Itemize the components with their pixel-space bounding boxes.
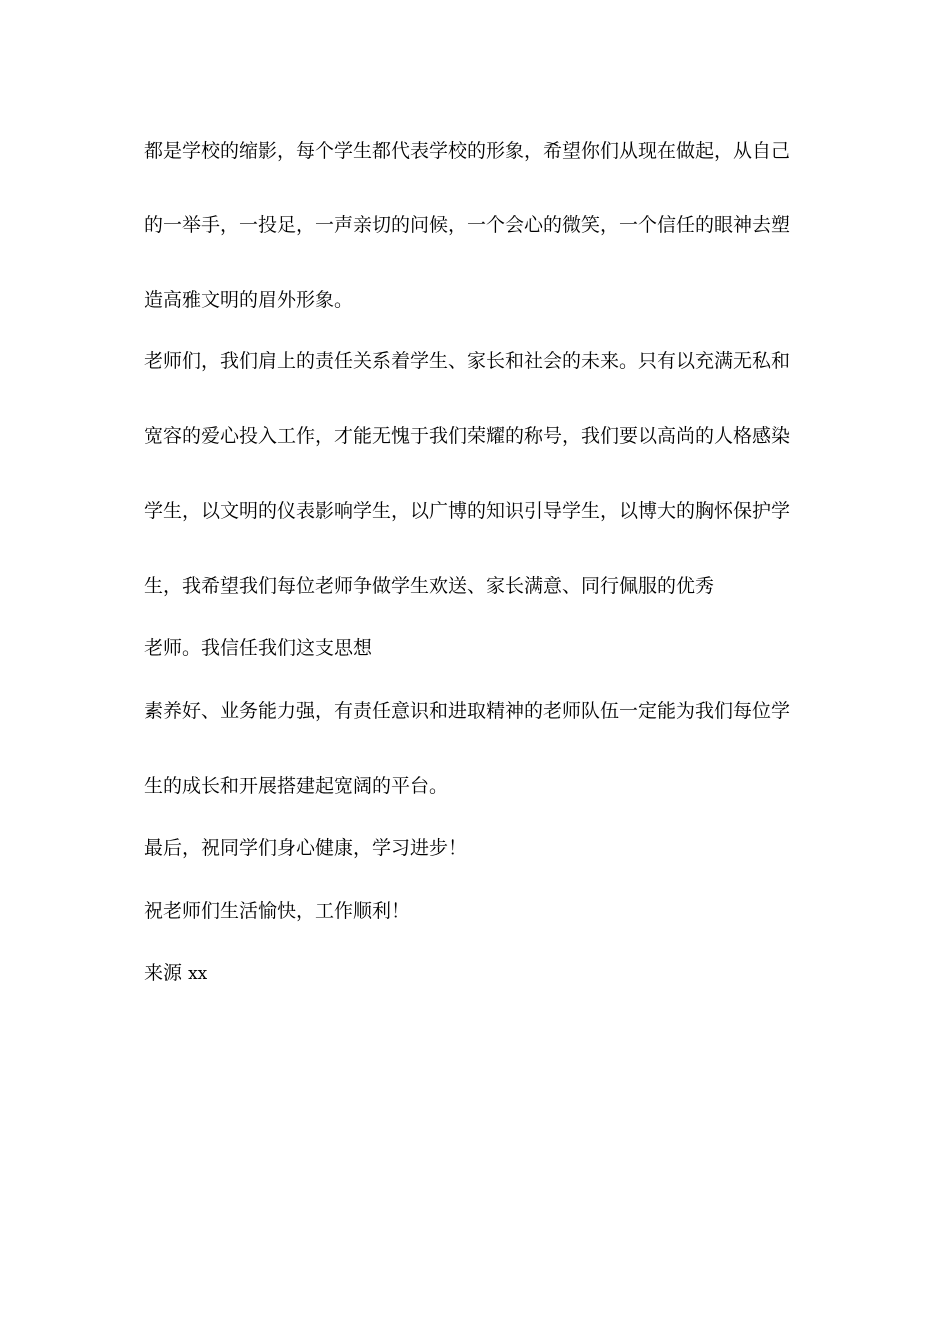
text-line-2: 的一举手，一投足，一声亲切的问候，一个会心的微笑，一个信任的眼神去塑 [144, 214, 791, 236]
source-line [144, 961, 804, 986]
text-line-9: 素养好、业务能力强，有责任意识和进取精神的老师队伍一定能为我们每位学 [144, 700, 791, 722]
text-line-6: 学生，以文明的仪表影响学生，以广博的知识引导学生，以博大的胸怀保护学 [144, 500, 791, 522]
closing-line-2: 祝老师们生活愉快，工作顺利！ [144, 900, 411, 922]
text-line-10: 生的成长和开展搭建起宽阔的平台。 [144, 775, 449, 797]
source-value: xx [188, 964, 208, 984]
source-label: 来源 [144, 962, 183, 984]
text-line-4: 老师们，我们肩上的责任关系着学生、家长和社会的未来。只有以充满无私和 [144, 350, 791, 372]
text-line-7: 生，我希望我们每位老师争做学生欢送、家长满意、同行佩服的优秀 [144, 575, 715, 597]
text-line-5: 宽容的爱心投入工作，才能无愧于我们荣耀的称号，我们要以高尚的人格感染 [144, 425, 791, 447]
text-line-3: 造高雅文明的眉外形象。 [144, 289, 354, 311]
closing-line-1: 最后，祝同学们身心健康，学习进步！ [144, 837, 468, 859]
text-line-8: 老师。我信任我们这支思想 [144, 637, 373, 659]
text-line-1: 都是学校的缩影，每个学生都代表学校的形象，希望你们从现在做起，从自己 [144, 140, 791, 162]
